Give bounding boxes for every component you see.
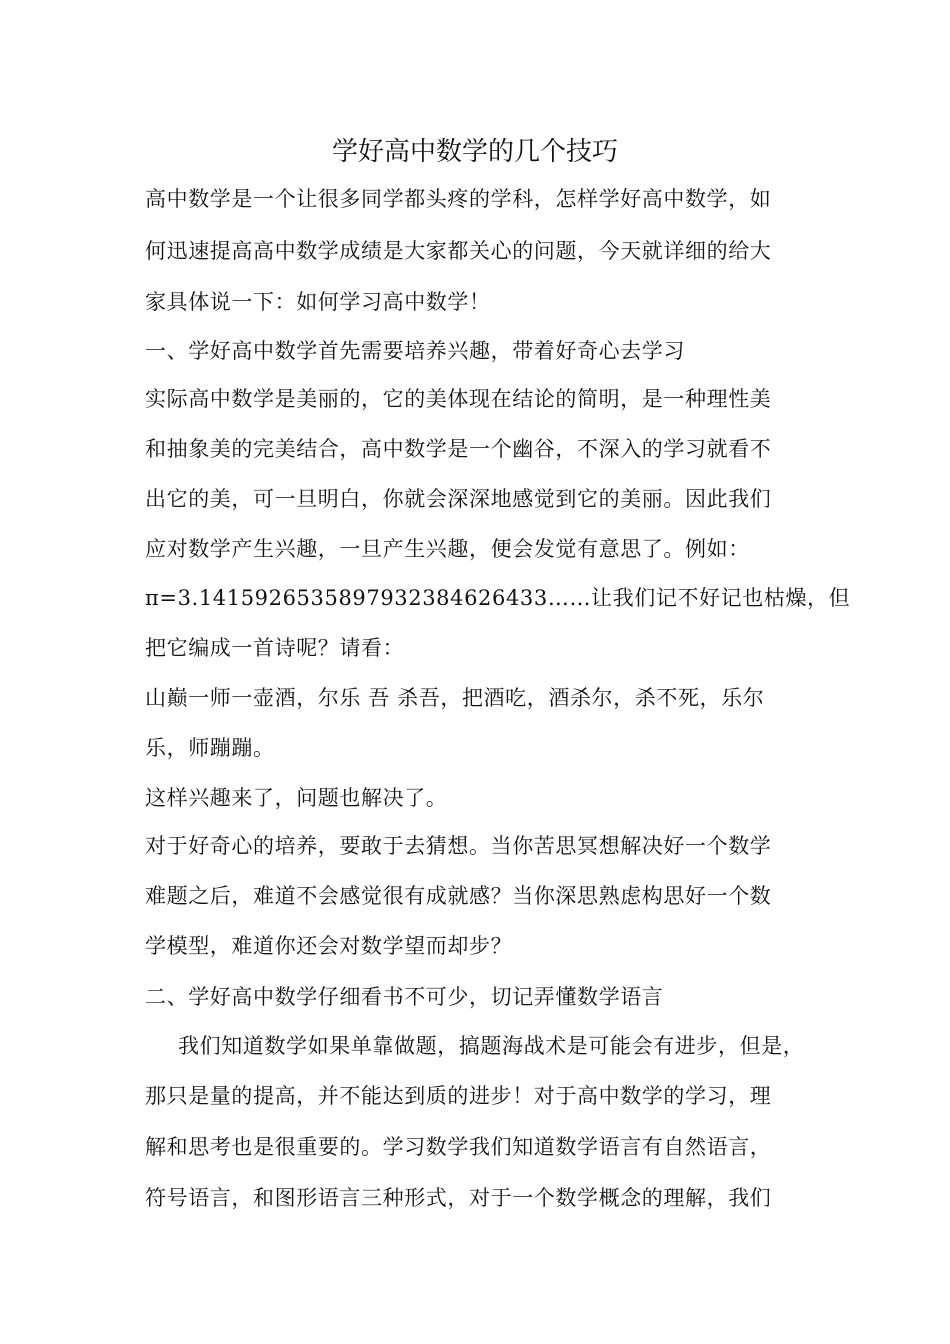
text-line: 学模型，难道你还会对数学望而却步？: [145, 934, 513, 958]
text-line: 实际高中数学是美丽的，它的美体现在结论的简明，是一种理性美: [145, 387, 772, 411]
section-heading: 一、学好高中数学首先需要培养兴趣，带着好奇心去学习: [145, 339, 685, 363]
text-line: 我们知道数学如果单靠做题，搞题海战术是可能会有进步，但是，: [178, 1034, 805, 1058]
text-line: 符号语言，和图形语言三种形式，对于一个数学概念的理解，我们: [145, 1186, 772, 1210]
text-line: 和抽象美的完美结合，高中数学是一个幽谷，不深入的学习就看不: [145, 437, 772, 461]
text-line: 把它编成一首诗呢？请看：: [145, 636, 405, 660]
text-line: 高中数学是一个让很多同学都头疼的学科，怎样学好高中数学，如: [145, 187, 772, 211]
text-line: 应对数学产生兴趣，一旦产生兴趣，便会发觉有意思了。例如：: [145, 537, 750, 561]
text-line: 对于好奇心的培养，要敢于去猜想。当你苦思冥想解决好一个数学: [145, 834, 772, 858]
document-title: 学好高中数学的几个技巧: [331, 137, 618, 167]
text-line: 那只是量的提高，并不能达到质的进步！对于高中数学的学习，理: [145, 1084, 772, 1108]
text-line: π=3.14159265358979323846264​33……让我们记不好记也枯燥，但: [145, 586, 851, 610]
text-line: 难题之后，难道不会感觉很有成就感？当你深思熟虑构思好一个数: [145, 884, 772, 908]
text-line: 解和思考也是很重要的。学习数学我们知道数学语言有自然语言，: [145, 1135, 772, 1159]
text-line: 何迅速提高高中数学成绩是大家都关心的问题，今天就详细的给大: [145, 239, 772, 263]
text-line: 出它的美，可一旦明白，你就会深深地感觉到它的美丽。因此我们: [145, 487, 772, 511]
text-line: 家具体说一下：如何学习高中数学！: [145, 290, 491, 314]
section-heading: 二、学好高中数学仔细看书不可少，切记弄懂数学语言: [145, 985, 664, 1009]
poem-line: 山巅一师一壶酒，尔乐 吾 杀吾，把酒吃，酒杀尔，杀不死，乐尔: [145, 686, 765, 710]
text-line: 这样兴趣来了，问题也解决了。: [145, 786, 448, 810]
poem-line: 乐，师蹦蹦。: [145, 736, 275, 760]
